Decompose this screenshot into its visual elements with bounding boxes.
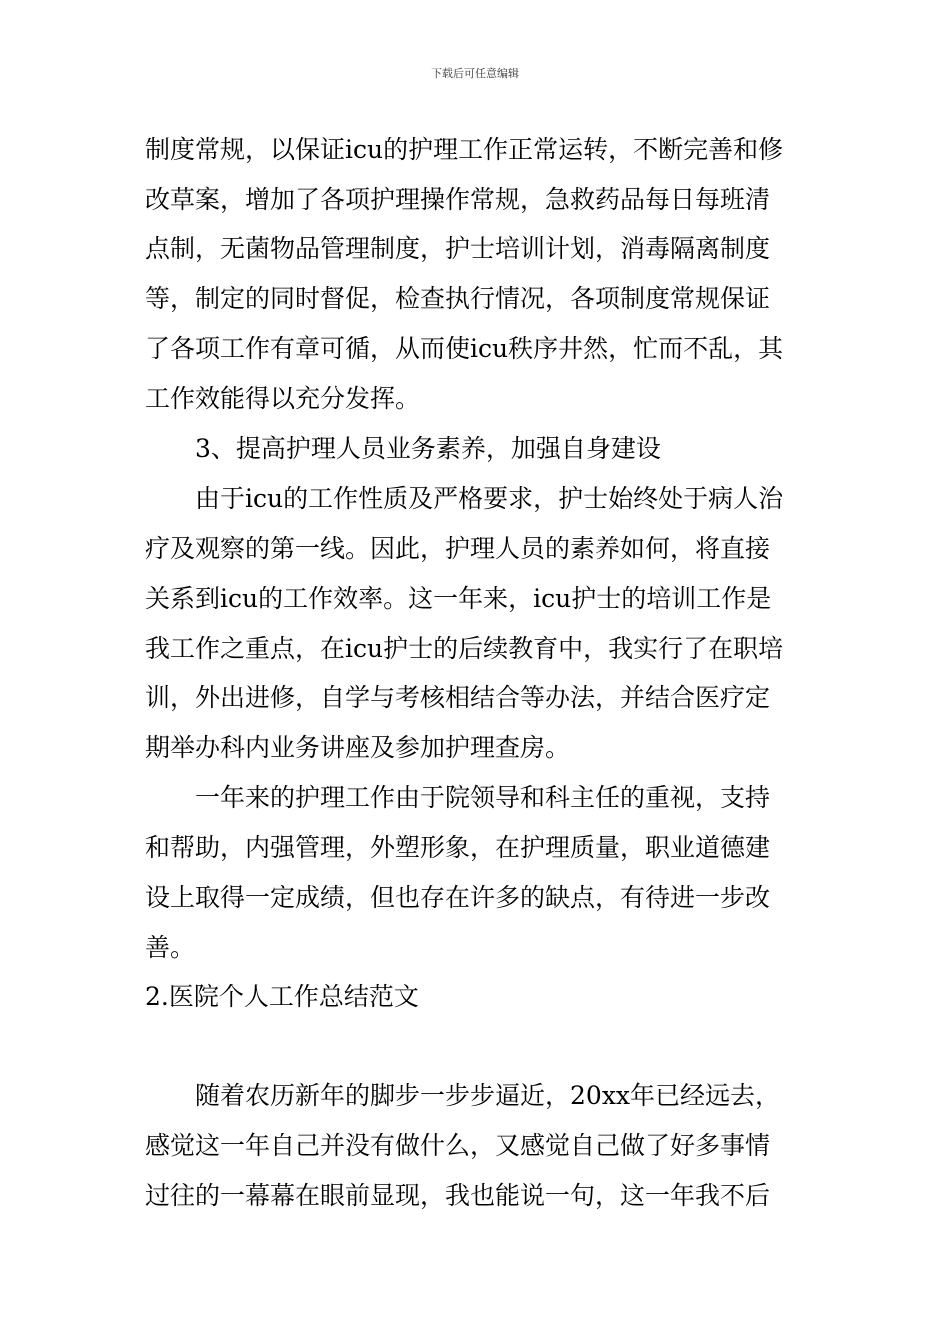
text-line: 感觉这一年自己并没有做什么，又感觉自己做了好多事情	[145, 1131, 771, 1160]
text-line: 设上取得一定成绩，但也存在许多的缺点，有待进一步改	[145, 883, 771, 912]
text-line: 改草案，增加了各项护理操作常规，急救药品每日每班清	[145, 185, 771, 214]
text-line: 期举办科内业务讲座及参加护理查房。	[145, 733, 571, 762]
text-line: 善。	[145, 933, 196, 962]
text-line: 疗及观察的第一线。因此，护理人员的素养如何，将直接	[145, 534, 771, 563]
article-title: 2.医院个人工作总结范文	[145, 982, 419, 1011]
text-line: 了各项工作有章可循，从而使icu秩序井然，忙而不乱，其	[145, 334, 784, 363]
text-line: 训，外出进修，自学与考核相结合等办法，并结合医疗定	[145, 683, 771, 712]
text-line: 一年来的护理工作由于院领导和科主任的重视，支持	[195, 783, 771, 812]
text-line: 和帮助，内强管理，外塑形象，在护理质量，职业道德建	[145, 833, 771, 862]
text-line: 随着农历新年的脚步一步步逼近，20xx年已经远去，	[195, 1081, 781, 1110]
text-line: 等，制定的同时督促，检查执行情况，各项制度常规保证	[145, 284, 771, 313]
text-line: 制度常规，以保证icu的护理工作正常运转，不断完善和修	[145, 135, 784, 164]
text-line: 由于icu的工作性质及严格要求，护士始终处于病人治	[195, 484, 784, 513]
text-line: 我工作之重点，在icu护士的后续教育中，我实行了在职培	[145, 634, 784, 663]
text-line: 工作效能得以充分发挥。	[145, 384, 421, 413]
text-line: 过往的一幕幕在眼前显现，我也能说一句，这一年我不后	[145, 1181, 771, 1210]
text-line: 点制，无菌物品管理制度，护士培训计划，消毒隔离制度	[145, 234, 771, 263]
text-line: 关系到icu的工作效率。这一年来，icu护士的培训工作是	[145, 584, 772, 613]
page-header-note: 下载后可任意编辑	[431, 67, 519, 80]
section-heading: 3、提高护理人员业务素养，加强自身建设	[195, 434, 661, 463]
